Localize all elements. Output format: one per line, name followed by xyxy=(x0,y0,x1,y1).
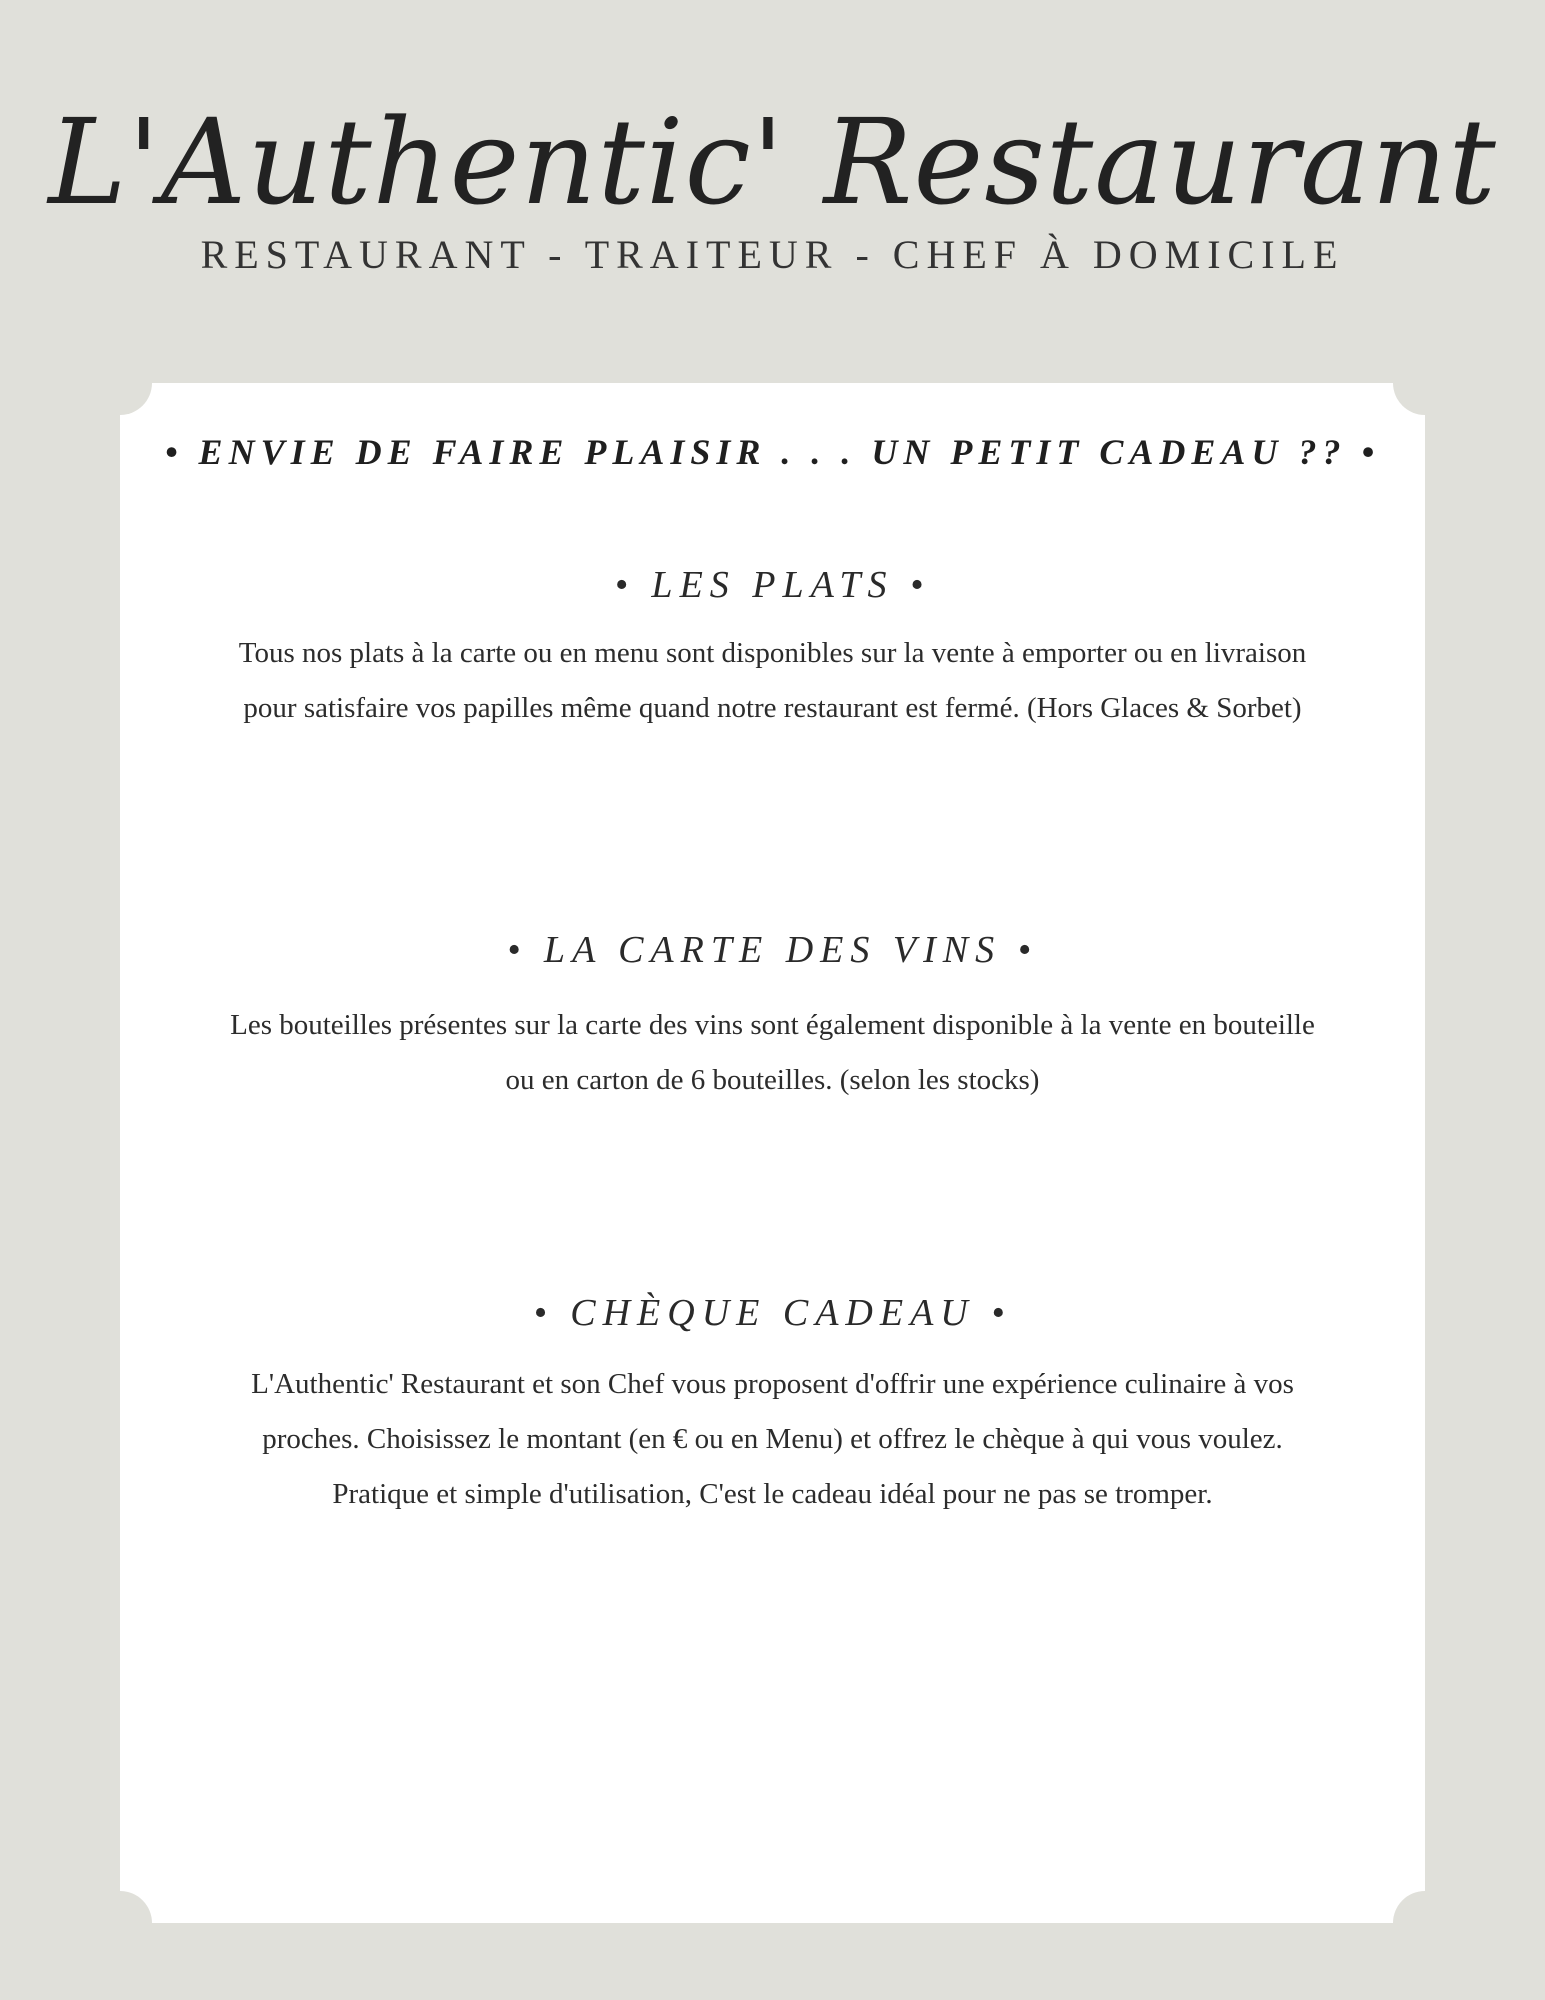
gift-banner: • ENVIE DE FAIRE PLAISIR . . . UN PETIT CADEAU ?? • xyxy=(164,432,1381,472)
page-subtitle: RESTAURANT - TRAITEUR - CHEF À DOMICILE xyxy=(200,232,1345,277)
page-title: L'Authentic' Restaurant xyxy=(48,93,1497,231)
card-notch-top-left xyxy=(88,351,152,415)
section-line: Pratique et simple d'utilisation, C'est le cadeau idéal pour ne pas se tromper. xyxy=(332,1478,1213,1510)
card-notch-bottom-left xyxy=(88,1891,152,1955)
section-title-plats: • LES PLATS • xyxy=(614,564,931,606)
card-notch-bottom-right xyxy=(1393,1891,1457,1955)
section-text-cheque xyxy=(140,1357,1405,1522)
section-line: Tous nos plats à la carte ou en menu sont disponibles sur la vente à emporter ou en livraison xyxy=(238,637,1307,669)
section-line: proches. Choisissez le montant (en € ou en Menu) et offrez le chèque à qui vous voulez. xyxy=(262,1423,1283,1455)
section-line: Les bouteilles présentes sur la carte des vins sont également disponible à la vente en bouteille xyxy=(230,1009,1315,1041)
card-body xyxy=(120,383,1425,1923)
section-title-cheque: • CHÈQUE CADEAU • xyxy=(533,1292,1012,1334)
card-notch-top-right xyxy=(1393,351,1457,415)
section-line: L'Authentic' Restaurant et son Chef vous proposent d'offrir une expérience culinaire à vos xyxy=(251,1368,1294,1400)
content-card xyxy=(120,383,1425,1923)
section-title-vins: • LA CARTE DES VINS • xyxy=(507,929,1038,971)
section-text-vins xyxy=(140,998,1405,1108)
section-text-plats xyxy=(140,626,1405,736)
section-line: ou en carton de 6 bouteilles. (selon les stocks) xyxy=(505,1064,1040,1096)
section-line: pour satisfaire vos papilles même quand notre restaurant est fermé. (Hors Glaces & Sorbet) xyxy=(243,692,1302,724)
